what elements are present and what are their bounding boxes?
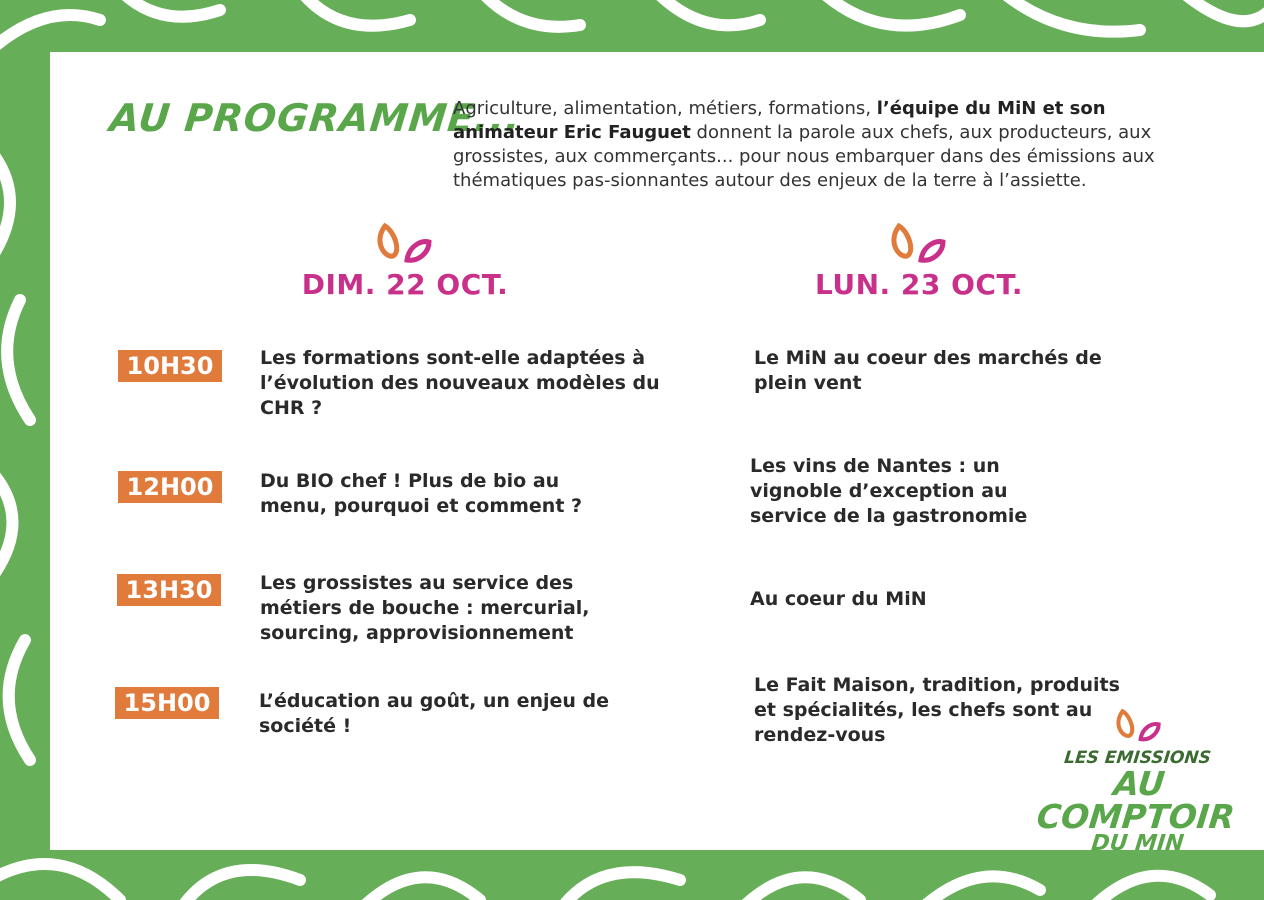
day-title: LUN. 23 OCT. xyxy=(815,268,1023,301)
leaves-icon xyxy=(891,222,947,266)
intro-text-bold: l’équipe du MiN et son animateur Eric Fauguet xyxy=(453,98,1106,143)
session-title-dim: Du BIO chef ! Plus de bio au menu, pourquoi et comment ? xyxy=(260,470,583,517)
page-heading: AU PROGRAMME... xyxy=(107,96,524,140)
day-header-dim xyxy=(205,222,605,301)
day-header-lun xyxy=(719,222,1119,301)
time-badge: 10H30 xyxy=(118,350,222,382)
session-title-lun: Les vins de Nantes : un vignoble d’exception au service de la gastronomie xyxy=(750,455,1028,527)
time-badge: 15H00 xyxy=(115,687,219,719)
time-badge: 12H00 xyxy=(118,471,222,503)
logo-line-2: AU COMPTOIR xyxy=(1034,764,1237,836)
leaves-icon xyxy=(1114,708,1164,744)
session-title-dim: L’éducation au goût, un enjeu de société ! xyxy=(259,690,610,737)
time-badge: 13H30 xyxy=(117,574,221,606)
intro-text-part1: Agriculture, alimentation, métiers, formations, xyxy=(453,98,877,119)
session-title-dim: Les formations sont-elle adaptées à l’évolution des nouveaux modèles du CHR ? xyxy=(260,347,660,419)
logo-line-1: LES EMISSIONS xyxy=(1063,748,1212,768)
leaves-icon xyxy=(377,222,433,266)
logo-line-3: DU MIN xyxy=(1090,831,1186,856)
logo xyxy=(1030,706,1245,856)
session-title-lun: Au coeur du MiN xyxy=(750,588,927,610)
intro-paragraph xyxy=(453,97,1213,193)
day-title: DIM. 22 OCT. xyxy=(301,268,509,301)
session-title-dim: Les grossistes au service des métiers de bouche : mercurial, sourcing, approvisionnement xyxy=(260,572,590,644)
intro-text-part2: donnent la parole aux chefs, aux producteurs, aux grossistes, aux commerçants... pour nous embarquer dans des émissions aux thématiques pas-sionnantes autour des enjeux de la terre à l’assiette. xyxy=(453,122,1155,191)
session-title-lun: Le Fait Maison, tradition, produits et spécialités, les chefs sont au rendez-vous xyxy=(754,674,1120,746)
session-title-lun: Le MiN au coeur des marchés de plein vent xyxy=(754,347,1102,394)
